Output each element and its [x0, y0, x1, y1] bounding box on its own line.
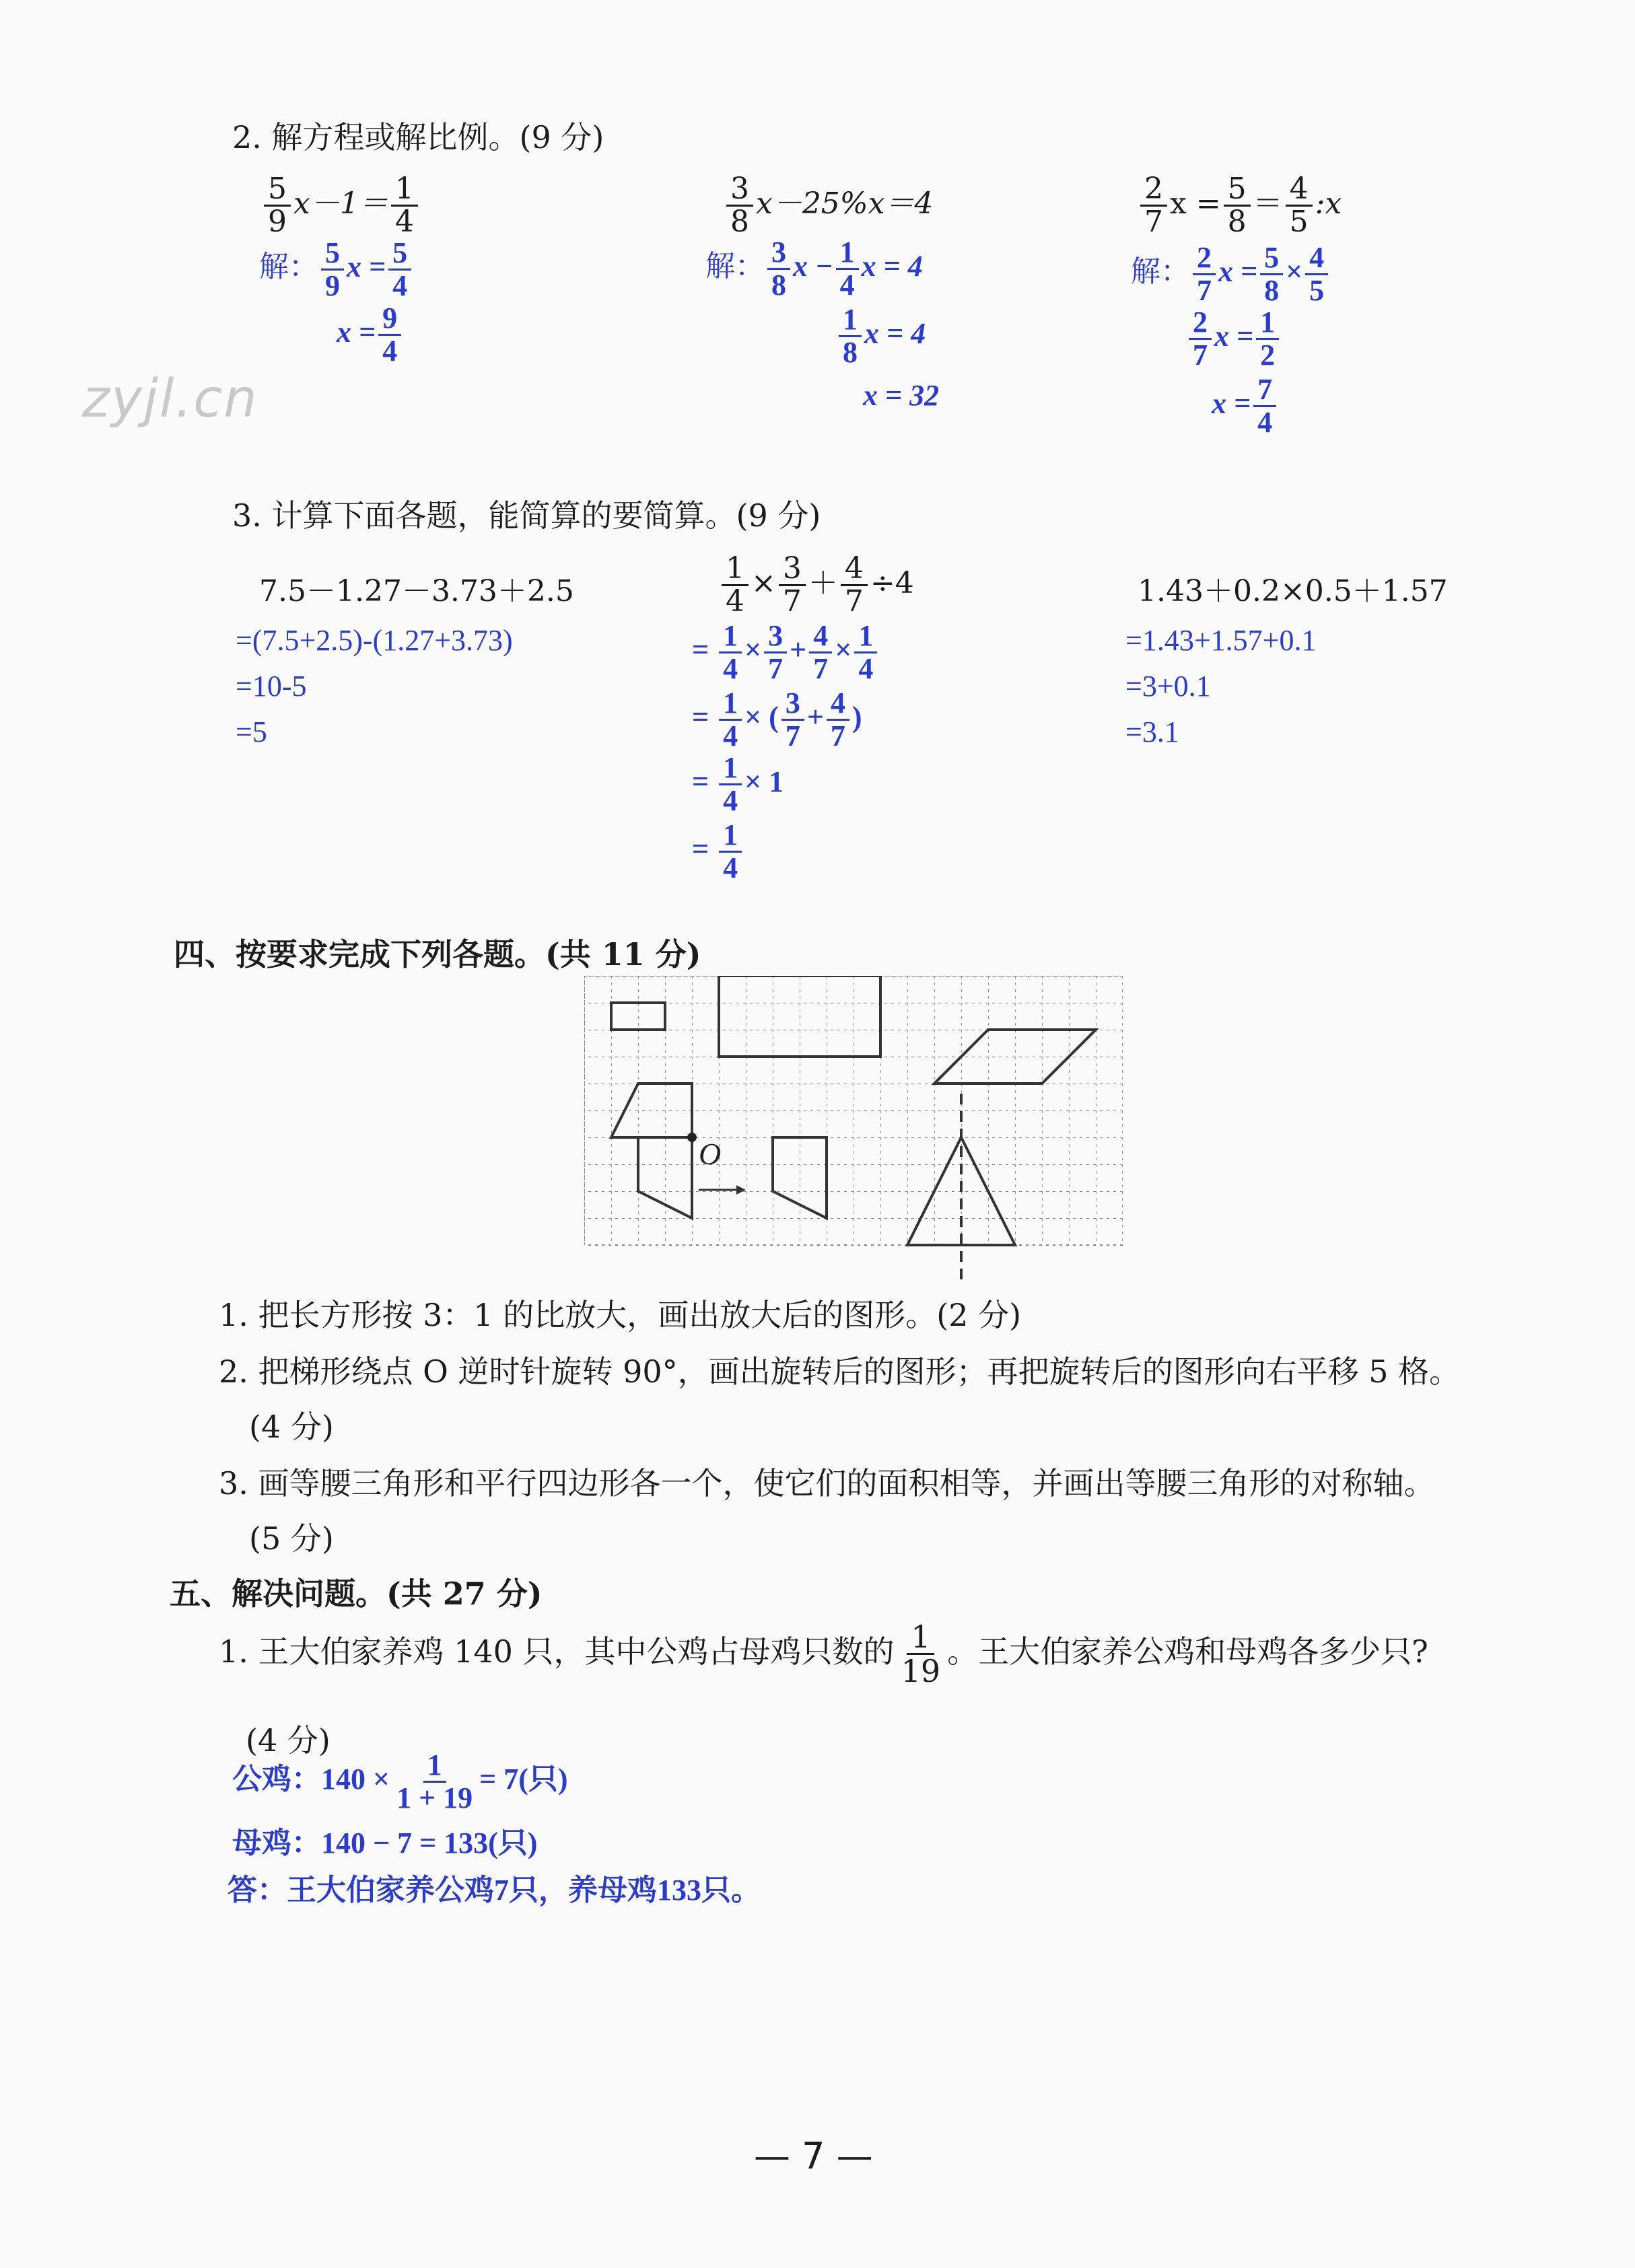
- q2-title: 2. 解方程或解比例。(9 分): [232, 119, 604, 155]
- s4-task-2: 2. 把梯形绕点 O 逆时针旋转 90°，画出旋转后的图形；再把旋转后的图形向右平移 5 格。: [219, 1353, 1461, 1390]
- q2-p3-step3: x = $\frac{7}{4}$: [1212, 374, 1279, 438]
- q2-problem-1: $\frac{5}{9}$ x－1＝ $\frac{1}{4}$: [261, 174, 421, 238]
- q2-p3-step1: 解： $\frac{2}{7}$ x = $\frac{5}{8}$ × $\frac{4}{5}$: [1131, 242, 1331, 306]
- q3-p1-line3: =5: [236, 715, 267, 748]
- q2-problem-2: $\frac{3}{8}$ x－25%x＝4: [724, 174, 933, 238]
- q3-problem-2: $\frac{1}{4}$ × $\frac{3}{7}$ ＋ $\frac{4}{7}$ ÷4: [719, 553, 914, 617]
- q3-title: 3. 计算下面各题，能简算的要简算。(9 分): [232, 497, 821, 534]
- s5-question-1: 1. 王大伯家养鸡 140 只，其中公鸡占母鸡只数的 $\frac{1}{19}$ 。王大伯家养公鸡和母鸡各多少只?: [219, 1619, 1428, 1690]
- s5-answer-1: 公鸡：140 × $\frac{1}{1 + 19}$ = 7(只): [232, 1748, 568, 1815]
- q3-p1-line2: =10-5: [236, 670, 307, 703]
- q3-p2-line2: = $\frac{1}{4}$ × ( $\frac{3}{7}$ + $\frac{4}{7}$ ): [692, 686, 862, 753]
- q3-p2-line3: = $\frac{1}{4}$ × 1: [692, 751, 784, 818]
- q3-p2-line1: = $\frac{1}{4}$ × $\frac{3}{7}$ + $\frac{4}{7}$ × $\frac{1}{4}$: [692, 621, 880, 684]
- q3-problem-1: 7.5－1.27－3.73＋2.5: [259, 574, 574, 608]
- s4-task-3: 3. 画等腰三角形和平行四边形各一个，使它们的面积相等，并画出等腰三角形的对称轴。: [219, 1465, 1435, 1501]
- page-number: — 7 —: [754, 2135, 873, 2177]
- grid-figure: [584, 976, 1123, 1285]
- q2-p2-step1: 解： $\frac{3}{8}$ x − $\frac{1}{4}$ x = 4: [705, 236, 923, 302]
- q2-p2-step3: x = 32: [863, 379, 940, 412]
- s4-task-2-points: (4 分): [249, 1409, 334, 1445]
- q3-p3-line1: =1.43+1.57+0.1: [1125, 624, 1317, 657]
- s4-task-3-points: (5 分): [249, 1520, 334, 1557]
- point-o: [687, 1133, 697, 1142]
- q3-p2-line4: = $\frac{1}{4}$: [692, 820, 744, 884]
- q2-p1-step1: 解： $\frac{5}{9}$ x = $\frac{5}{4}$: [259, 238, 414, 302]
- point-o-label: O: [699, 1137, 722, 1171]
- q3-problem-3: 1.43＋0.2×0.5＋1.57: [1138, 574, 1448, 608]
- q3-p3-line2: =3+0.1: [1125, 670, 1211, 703]
- q2-problem-3: $\frac{2}{7}$ x = $\frac{5}{8}$ ＝ $\frac{4}{5}$ :x: [1138, 174, 1342, 238]
- q3-p1-line1: =(7.5+2.5)-(1.27+3.73): [236, 624, 513, 657]
- q2-p3-step2: $\frac{2}{7}$ x = $\frac{1}{2}$: [1186, 307, 1282, 371]
- section-4-title: 四、按要求完成下列各题。(共 11 分): [174, 936, 701, 972]
- s5-question-1-points: (4 分): [246, 1722, 331, 1759]
- s4-task-1: 1. 把长方形按 3：1 的比放大，画出放大后的图形。(2 分): [219, 1297, 1022, 1333]
- watermark: zyjl.cn: [82, 369, 258, 429]
- section-5-title: 五、解决问题。(共 27 分): [170, 1575, 543, 1612]
- s5-answer-3: 答：王大伯家养公鸡7只，养母鸡133只。: [228, 1874, 761, 1907]
- s5-answer-2: 母鸡：140 − 7 = 133(只): [232, 1827, 538, 1859]
- q2-p2-step2: $\frac{1}{8}$ x = 4: [836, 304, 926, 368]
- q3-p3-line3: =3.1: [1125, 715, 1179, 748]
- q2-p1-step2: x = $\frac{9}{4}$: [337, 303, 404, 367]
